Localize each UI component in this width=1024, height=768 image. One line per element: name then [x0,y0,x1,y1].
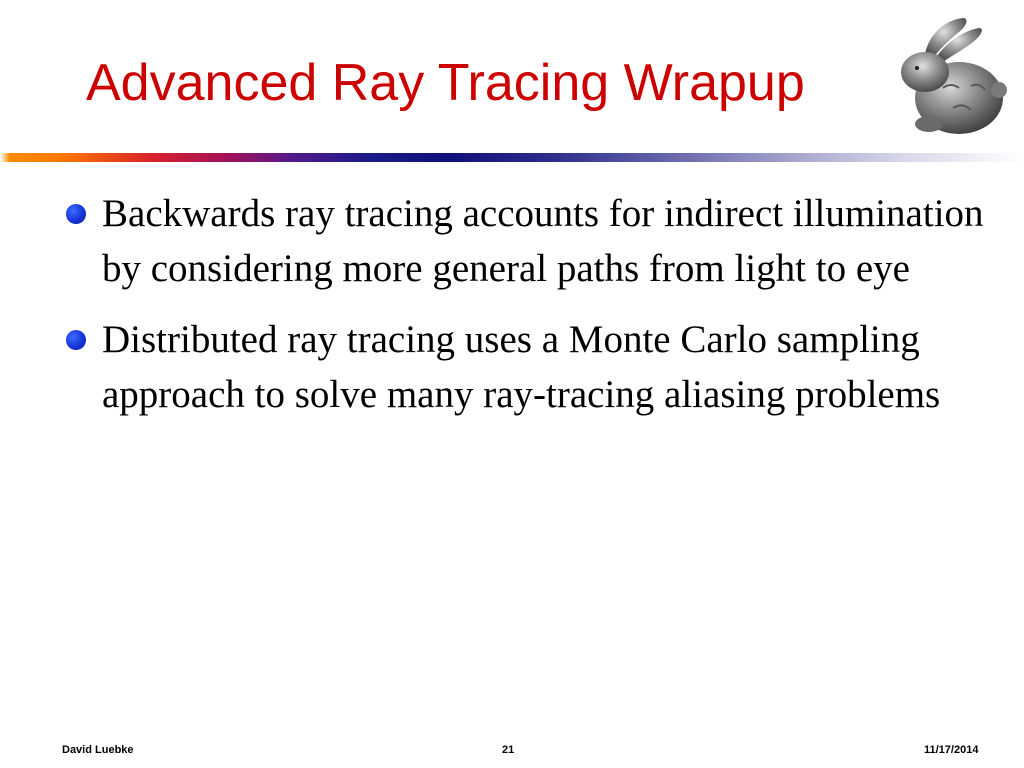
bullet-item [62,186,992,296]
slide-title: Advanced Ray Tracing Wrapup [86,54,805,112]
footer-page-number: 21 [502,744,515,756]
bullet-dot-icon [66,330,86,350]
stanford-bunny-icon [893,12,1009,140]
bullet-text: Distributed ray tracing uses a Monte Carlo sampling approach to solve many ray-tracing aliasing problems [102,318,941,416]
footer-date: 11/17/2014 [924,744,979,756]
footer-author: David Luebke [62,744,134,756]
title-divider-rule [0,153,1024,162]
bullet-list [62,186,992,438]
bullet-text: Backwards ray tracing accounts for indirect illumination by considering more general paths from light to eye [102,192,984,290]
bullet-item [62,312,992,422]
bullet-dot-icon [66,204,86,224]
